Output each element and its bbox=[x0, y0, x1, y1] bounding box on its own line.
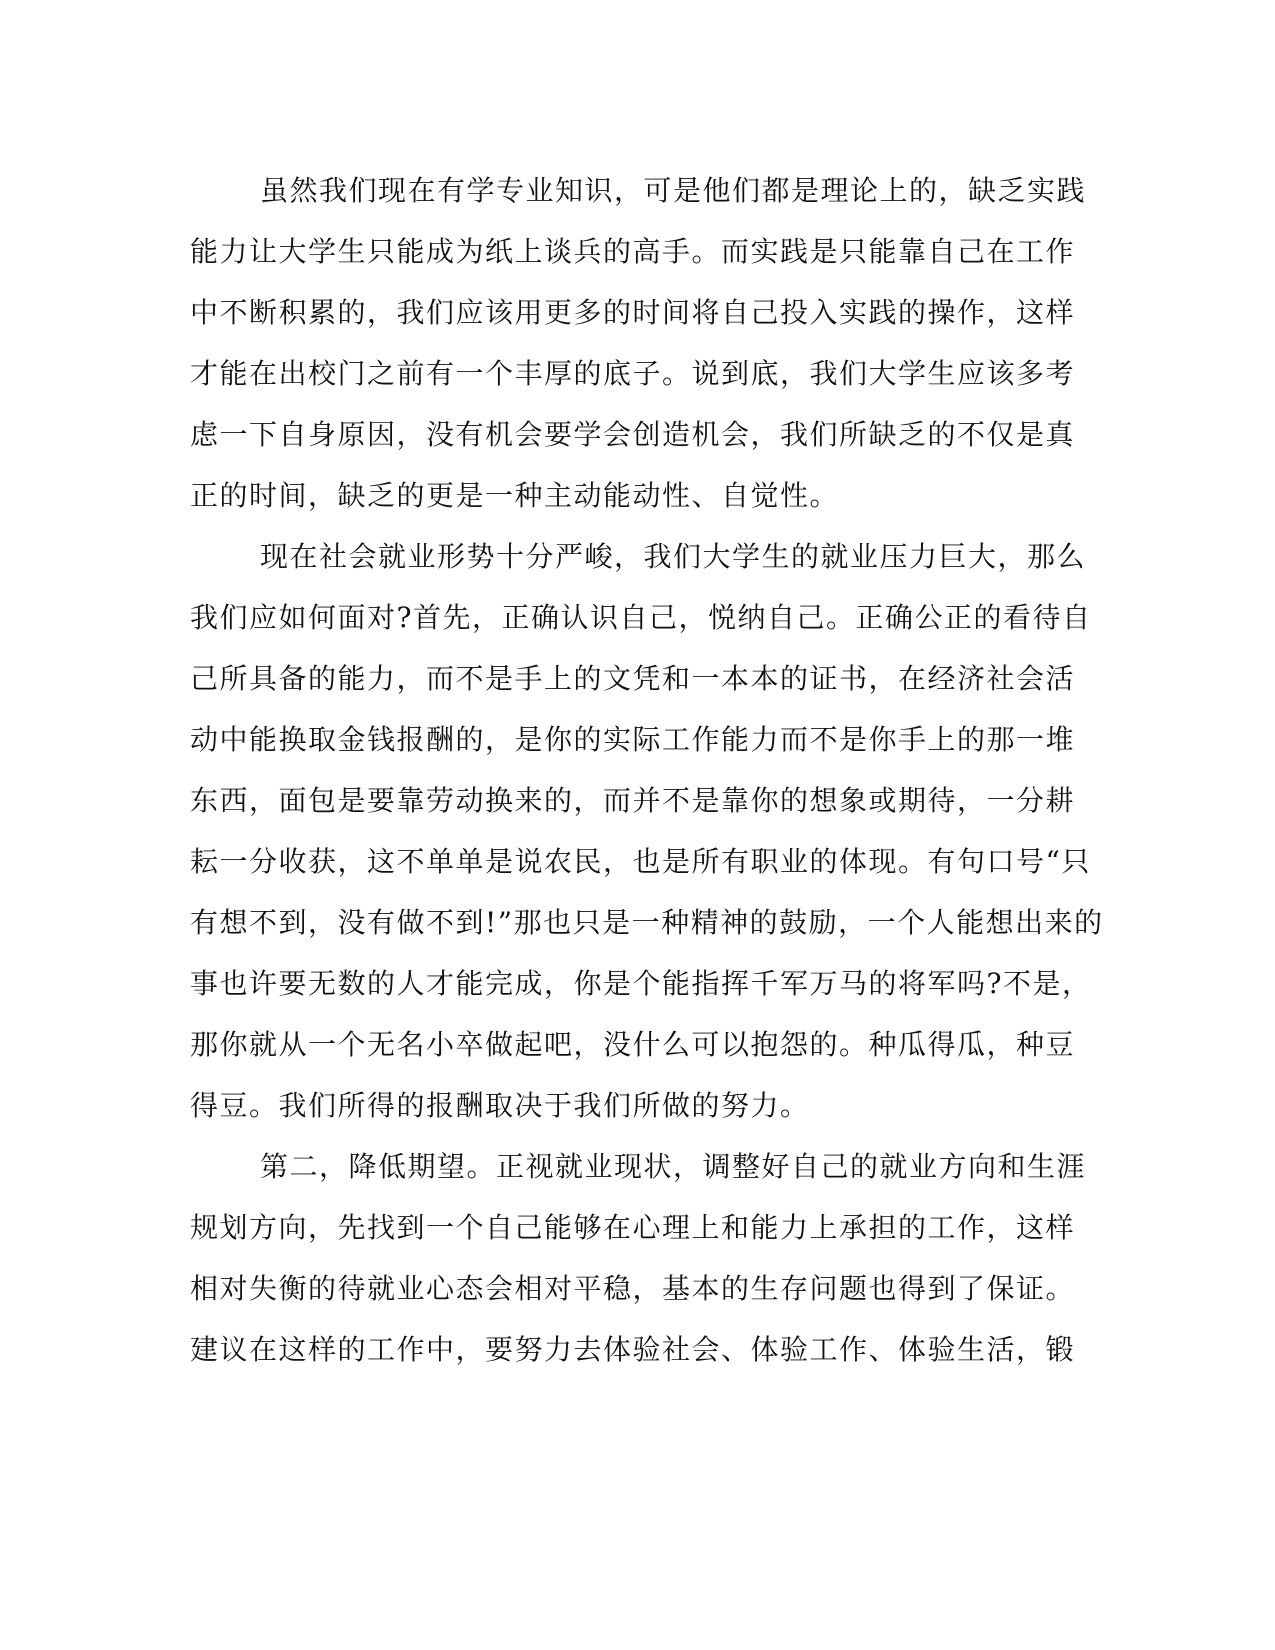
text-line: 相对失衡的待就业心态会相对平稳，基本的生存问题也得到了保证。 bbox=[190, 1272, 1076, 1305]
text-line: 现在社会就业形势十分严峻，我们大学生的就业压力巨大，那么 bbox=[260, 540, 1087, 573]
text-line: 我们应如何面对?首先，正确认识自己，悦纳自己。正确公正的看待自 bbox=[190, 601, 1092, 634]
text-line: 动中能换取金钱报酬的，是你的实际工作能力而不是你手上的那一堆 bbox=[190, 723, 1076, 756]
paragraph-3 bbox=[190, 1136, 1087, 1380]
text-line: 虽然我们现在有学专业知识，可是他们都是理论上的，缺乏实践 bbox=[260, 174, 1087, 207]
text-line: 才能在出校门之前有一个丰厚的底子。说到底，我们大学生应该多考 bbox=[190, 357, 1076, 390]
text-line: 正的时间，缺乏的更是一种主动能动性、自觉性。 bbox=[190, 479, 840, 512]
text-line: 能力让大学生只能成为纸上谈兵的高手。而实践是只能靠自己在工作 bbox=[190, 235, 1076, 268]
paragraph-1 bbox=[190, 160, 1087, 526]
text-line: 建议在这样的工作中，要努力去体验社会、体验工作、体验生活，锻 bbox=[190, 1333, 1076, 1366]
text-line: 中不断积累的，我们应该用更多的时间将自己投入实践的操作，这样 bbox=[190, 296, 1076, 329]
text-line: 虑一下自身原因，没有机会要学会创造机会，我们所缺乏的不仅是真 bbox=[190, 418, 1076, 451]
text-line: 那你就从一个无名小卒做起吧，没什么可以抱怨的。种瓜得瓜，种豆 bbox=[190, 1028, 1076, 1061]
text-line: 第二，降低期望。正视就业现状，调整好自己的就业方向和生涯 bbox=[260, 1150, 1087, 1183]
text-line: 有想不到，没有做不到!”那也只是一种精神的鼓励，一个人能想出来的 bbox=[190, 906, 1104, 939]
text-line: 己所具备的能力，而不是手上的文凭和一本本的证书，在经济社会活 bbox=[190, 662, 1076, 695]
text-line: 事也许要无数的人才能完成，你是个能指挥千军万马的将军吗?不是， bbox=[190, 967, 1092, 1000]
text-line: 得豆。我们所得的报酬取决于我们所做的努力。 bbox=[190, 1089, 810, 1122]
paragraph-2 bbox=[190, 526, 1104, 1136]
text-line: 规划方向，先找到一个自己能够在心理上和能力上承担的工作，这样 bbox=[190, 1211, 1076, 1244]
text-line: 耘一分收获，这不单单是说农民，也是所有职业的体现。有句口号“只 bbox=[190, 845, 1091, 878]
document-body bbox=[190, 160, 1104, 1380]
text-line: 东西，面包是要靠劳动换来的，而并不是靠你的想象或期待，一分耕 bbox=[190, 784, 1076, 817]
